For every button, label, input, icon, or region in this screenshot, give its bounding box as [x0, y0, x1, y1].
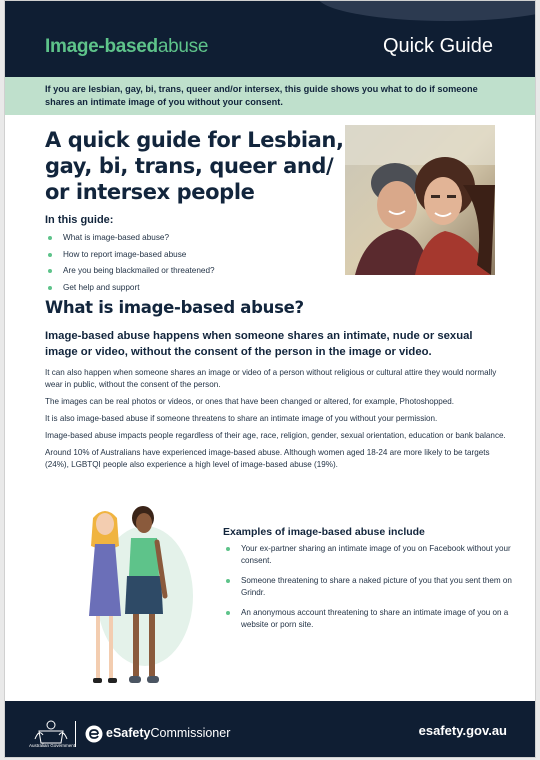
section-paragraphs	[45, 367, 515, 476]
paragraph: It can also happen when someone shares an image or video of a person without religious or cultural attire they would normally wear in public, without the consent of the person.	[45, 368, 497, 389]
page-title: A quick guide for Lesbian, gay, bi, trans, queer and/ or intersex people	[45, 128, 344, 204]
section-heading: What is image-based abuse?	[45, 298, 304, 317]
brand-bold: Image-based	[45, 36, 158, 57]
example-item: Someone threatening to share a naked picture of you that you sent them on Grindr.	[223, 575, 513, 599]
guide-list-item: Get help and support	[45, 280, 215, 297]
paragraph: Image-based abuse impacts people regardless of their age, race, religion, gender, sexual orientation, education or bank balance.	[45, 431, 506, 440]
paragraph: The images can be real photos or videos, or ones that have been changed or altered, for example, Photoshopped.	[45, 397, 454, 406]
paragraph: Around 10% of Australians have experienced image-based abuse. Although women aged 18-24 are more likely to be targets (24%), LGBTQI people also experience a high level of image-based abuse (19%).	[45, 448, 490, 469]
footer-divider	[75, 721, 76, 747]
australian-government-text: Australian Government	[29, 743, 76, 748]
guide-list	[45, 230, 215, 296]
header-bar	[5, 1, 536, 77]
quick-guide-label: Quick Guide	[382, 35, 493, 57]
guide-list-item: What is image-based abuse?	[45, 230, 215, 247]
esafety-commissioner-wordmark	[106, 726, 230, 740]
in-this-guide-heading: In this guide:	[45, 214, 114, 226]
quick-guide-page	[4, 0, 536, 758]
examples-heading: Examples of image-based abuse include	[223, 526, 425, 538]
guide-list-item: Are you being blackmailed or threatened?	[45, 263, 215, 280]
esafety-bold: eSafety	[106, 726, 151, 740]
footer-bar	[5, 701, 536, 758]
esafety-logo-icon	[85, 725, 103, 743]
example-item: An anonymous account threatening to share an intimate image of you on a website or porn site.	[223, 607, 513, 631]
header-swoosh-decoration	[317, 1, 536, 21]
examples-list	[223, 543, 513, 639]
esafety-light: Commissioner	[150, 726, 231, 740]
intro-band: If you are lesbian, gay, bi, trans, queer and/or intersex, this guide shows you what to do if someone shares an intimate image of you without your consent.	[5, 77, 536, 115]
two-women-illustration	[65, 496, 195, 696]
brand-wordmark	[45, 36, 208, 58]
example-item: Your ex-partner sharing an intimate image of you on Facebook without your consent.	[223, 543, 513, 567]
guide-list-item: How to report image-based abuse	[45, 247, 215, 264]
website-url[interactable]: esafety.gov.au	[418, 723, 507, 738]
couple-photo	[345, 125, 495, 275]
brand-light: abuse	[157, 36, 209, 57]
section-lead: Image-based abuse happens when someone shares an intimate, nude or sexual image or video, without the consent of the person in the image or video.	[45, 330, 473, 358]
paragraph: It is also image-based abuse if someone threatens to share an intimate image of you without your permission.	[45, 414, 438, 423]
